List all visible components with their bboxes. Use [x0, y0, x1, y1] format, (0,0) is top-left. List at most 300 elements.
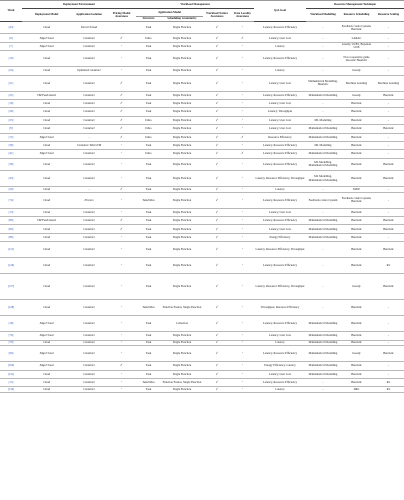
structure-cell: Task	[136, 67, 161, 75]
data-locality-cell: -	[231, 171, 254, 187]
resource-scheduling-cell: Heuristic	[340, 332, 373, 340]
resource-scaling-cell: -	[373, 208, 404, 216]
structure-cell: Task	[136, 362, 161, 370]
work-ref-link[interactable]: [25]	[0, 91, 22, 99]
deployment-model-cell: Edge/Cloud	[22, 150, 71, 158]
workload-modelling-cell: -	[306, 274, 340, 300]
scheduling-granularity-cell: Single Function	[161, 22, 203, 34]
work-ref-link[interactable]: [131]	[0, 370, 22, 378]
pricing-awareness-cell: -	[107, 233, 136, 241]
deployment-model-cell: Cloud	[22, 99, 71, 107]
pricing-awareness-cell: -	[107, 158, 136, 170]
qos-goal-cell: Latency, Resource Efficiency	[254, 217, 306, 225]
structure-cell: Task	[136, 171, 161, 187]
workload-modelling-cell: Mathematical Modelling	[306, 362, 340, 370]
structure-cell: Task	[136, 233, 161, 241]
resource-scheduling-cell: Heuristic	[340, 171, 373, 187]
workload-nature-cell: ✓	[203, 22, 231, 34]
table-row	[0, 22, 404, 34]
resource-scaling-cell: RL	[373, 379, 404, 387]
deployment-model-cell: VM/FaaS-based	[22, 91, 71, 99]
application-isolation-cell: Container	[71, 258, 107, 274]
resource-scaling-cell: -	[373, 187, 404, 193]
resource-scaling-cell: -	[373, 99, 404, 107]
work-ref-link[interactable]: [128]	[0, 300, 22, 316]
deployment-model-cell: Cloud	[22, 67, 71, 75]
pricing-awareness-cell: -	[107, 192, 136, 208]
workload-nature-cell: ✓	[203, 150, 231, 158]
application-isolation-cell: Container	[71, 274, 107, 300]
deployment-model-cell: Cloud	[22, 171, 71, 187]
qos-goal-cell: Latency, User Cost	[254, 332, 306, 340]
workload-nature-cell: ✓	[203, 362, 231, 370]
pricing-awareness-cell: -	[107, 208, 136, 216]
scheduling-granularity-cell: Single Function	[161, 387, 203, 393]
table-row	[0, 99, 404, 107]
data-locality-cell: -	[231, 274, 254, 300]
pricing-awareness-cell: ✓	[107, 125, 136, 133]
pricing-awareness-cell: ✓	[107, 133, 136, 141]
data-locality-cell: ✓	[231, 34, 254, 42]
resource-scaling-cell: -	[373, 340, 404, 346]
resource-scaling-cell: -	[373, 42, 404, 50]
workload-nature-cell: ✓	[203, 158, 231, 170]
data-locality-cell: -	[231, 370, 254, 378]
resource-scheduling-cell: Heuristic	[340, 300, 373, 316]
structure-cell: Task	[136, 141, 161, 149]
application-isolation-cell: Container	[71, 34, 107, 42]
work-ref-link[interactable]: [19]	[0, 99, 22, 107]
qos-goal-cell: Latency, User Cost	[254, 208, 306, 216]
resource-scaling-cell: -	[373, 133, 404, 141]
pricing-awareness-cell: ✓	[107, 75, 136, 91]
qos-goal-cell: Energy Efficiency	[254, 233, 306, 241]
table-row	[0, 316, 404, 332]
qos-goal-cell: Latency, Resource Efficiency	[254, 379, 306, 387]
data-locality-cell: -	[231, 192, 254, 208]
work-ref-link[interactable]: [41]	[0, 150, 22, 158]
resource-scaling-cell: -	[373, 141, 404, 149]
structure-cell: Task	[136, 242, 161, 258]
data-locality-cell: -	[231, 258, 254, 274]
work-ref-link[interactable]: [76]	[0, 332, 22, 340]
deployment-model-cell: Cloud	[22, 141, 71, 149]
scheduling-granularity-cell: Function Fusion, Single Function	[161, 300, 203, 316]
work-ref-link[interactable]: [23]	[0, 116, 22, 124]
resource-scheduling-cell: DRL	[340, 387, 373, 393]
workload-modelling-cell: Mathematical Modelling	[306, 217, 340, 225]
qos-goal-cell: Latency, Resource Efficiency, Throughput	[254, 171, 306, 187]
resource-scaling-cell: RL	[373, 387, 404, 393]
resource-scaling-cell: -	[373, 34, 404, 42]
work-ref-link[interactable]: [121]	[0, 242, 22, 258]
resource-scaling-cell: -	[373, 332, 404, 340]
deployment-model-cell: VM/FaaS-based	[22, 217, 71, 225]
data-locality-cell: -	[231, 158, 254, 170]
table-row	[0, 362, 404, 370]
scheduling-granularity-cell: Single Function	[161, 75, 203, 91]
header-resource-scaling: Resource Scaling	[373, 9, 404, 22]
resource-scaling-cell: -	[373, 116, 404, 124]
structure-cell: Task	[136, 217, 161, 225]
data-locality-cell: -	[231, 316, 254, 332]
application-isolation-cell: Container	[71, 99, 107, 107]
table-row	[0, 370, 404, 378]
resource-scaling-cell: -	[373, 300, 404, 316]
data-locality-cell: -	[231, 91, 254, 99]
workload-modelling-cell: -	[306, 208, 340, 216]
resource-scheduling-cell: Greedy	[340, 91, 373, 99]
pricing-awareness-cell: ✓	[107, 91, 136, 99]
data-locality-cell: -	[231, 242, 254, 258]
data-locality-cell: -	[231, 300, 254, 316]
application-isolation-cell: Container	[71, 108, 107, 116]
workload-modelling-cell: Mathematical Modelling	[306, 332, 340, 340]
deployment-model-cell: Cloud	[22, 379, 71, 387]
workload-modelling-cell: Mathematical Modelling	[306, 233, 340, 241]
qos-goal-cell: Latency, Resource Efficiency	[254, 141, 306, 149]
work-ref-link[interactable]: [100]	[0, 362, 22, 370]
application-isolation-cell: Container	[71, 300, 107, 316]
application-isolation-cell: Container	[71, 75, 107, 91]
data-locality-cell: -	[231, 75, 254, 91]
structure-cell: Task	[136, 340, 161, 346]
work-ref-link[interactable]: [80]	[0, 217, 22, 225]
structure-cell: Task	[136, 274, 161, 300]
deployment-model-cell: Cloud	[22, 225, 71, 233]
workload-modelling-cell: Mathematical Modelling	[306, 370, 340, 378]
resource-scaling-cell: -	[373, 108, 404, 116]
deployment-model-cell: Cloud	[22, 108, 71, 116]
work-ref-link[interactable]: [13]	[0, 208, 22, 216]
work-ref-link[interactable]: [21]	[0, 75, 22, 91]
application-isolation-cell: Container/ MicroVM	[71, 141, 107, 149]
application-isolation-cell: Container	[71, 379, 107, 387]
work-ref-link[interactable]: [15]	[0, 133, 22, 141]
workload-nature-cell: ✓	[203, 67, 231, 75]
pricing-awareness-cell: -	[107, 300, 136, 316]
pricing-awareness-cell: -	[107, 370, 136, 378]
application-isolation-cell: Container	[71, 332, 107, 340]
scheduling-granularity-cell: Single Function	[161, 332, 203, 340]
resource-scheduling-cell: Heuristic	[340, 217, 373, 225]
data-locality-cell: -	[231, 217, 254, 225]
qos-goal-cell: Latency, Resource Efficiency	[254, 258, 306, 274]
workload-modelling-cell: Mathematical Modelling	[306, 150, 340, 158]
workload-modelling-cell: ML Modelling, Mathematical Modelling	[306, 171, 340, 187]
application-isolation-cell: Process	[71, 192, 107, 208]
deployment-model-cell: Cloud	[22, 370, 71, 378]
workload-modelling-cell: Mathematical Modelling	[306, 225, 340, 233]
workload-nature-cell: ✓	[203, 379, 231, 387]
workload-modelling-cell: -	[306, 187, 340, 193]
resource-scheduling-cell: Heuristic	[340, 108, 373, 116]
workload-nature-cell: ✓	[203, 233, 231, 241]
workload-modelling-cell: -	[306, 99, 340, 107]
workload-nature-cell: ✓	[203, 346, 231, 362]
data-locality-cell: -	[231, 22, 254, 34]
application-isolation-cell: Container	[71, 233, 107, 241]
work-ref-link[interactable]: [18]	[0, 316, 22, 332]
resource-scheduling-cell: LARAC	[340, 34, 373, 42]
scheduling-granularity-cell: Single Function	[161, 67, 203, 75]
work-ref-link[interactable]: [24]	[0, 67, 22, 75]
qos-goal-cell: Latency, Throughput	[254, 108, 306, 116]
work-ref-link[interactable]: [8]	[0, 125, 22, 133]
workload-nature-cell: ✓	[203, 34, 231, 42]
pricing-awareness-cell: -	[107, 379, 136, 387]
structure-cell: Task	[136, 187, 161, 193]
table-row	[0, 379, 404, 387]
workload-modelling-cell: -	[306, 387, 340, 393]
work-ref-link[interactable]: [126]	[0, 258, 22, 274]
workload-modelling-cell: ML Modelling	[306, 141, 340, 149]
qos-goal-cell: Latency, Resource Efficiency	[254, 51, 306, 67]
header-scheduling-granularity: Scheduling Granularity	[161, 16, 203, 22]
application-isolation-cell: Container	[71, 370, 107, 378]
header-work: Work	[0, 1, 22, 22]
deployment-model-cell: Cloud	[22, 51, 71, 67]
resource-scheduling-cell: Heuristic	[340, 258, 373, 274]
work-ref-link[interactable]: [74]	[0, 192, 22, 208]
pricing-awareness-cell: ✓	[107, 99, 136, 107]
data-locality-cell: -	[231, 225, 254, 233]
header-workload-modelling: Workload Modelling	[306, 9, 340, 22]
structure-cell: Task	[136, 387, 161, 393]
deployment-model-cell: Cloud	[22, 340, 71, 346]
workload-nature-cell: ✓	[203, 340, 231, 346]
table-row	[0, 116, 404, 124]
workload-nature-cell: ✓	[203, 91, 231, 99]
work-ref-link[interactable]: [39]	[0, 158, 22, 170]
deployment-model-cell: Edge/Cloud	[22, 362, 71, 370]
workload-modelling-cell: -	[306, 258, 340, 274]
work-ref-link[interactable]: [7]	[0, 42, 22, 50]
resource-scheduling-cell: Heuristic	[340, 316, 373, 332]
resource-scaling-cell: -	[373, 51, 404, 67]
scheduling-granularity-cell: Single Function	[161, 242, 203, 258]
structure-cell: Task/DAG	[136, 379, 161, 387]
pricing-awareness-cell: -	[107, 67, 136, 75]
scheduling-granularity-cell: Single Function	[161, 133, 203, 141]
qos-goal-cell: Latency, Resource Efficiency	[254, 346, 306, 362]
application-isolation-cell: Container	[71, 91, 107, 99]
pricing-awareness-cell: -	[107, 51, 136, 67]
work-ref-link[interactable]: [43]	[0, 171, 22, 187]
pricing-awareness-cell: ✓	[107, 217, 136, 225]
table-row	[0, 346, 404, 362]
table-row	[0, 51, 404, 67]
pricing-awareness-cell: -	[107, 346, 136, 362]
workload-modelling-cell: ML Modelling, Mathematical Modelling	[306, 158, 340, 170]
application-isolation-cell: Container	[71, 225, 107, 233]
resource-scaling-cell: Heuristic	[373, 125, 404, 133]
scheduling-granularity-cell: Single Function	[161, 42, 203, 50]
deployment-model-cell: Edge/Cloud	[22, 316, 71, 332]
table-row	[0, 233, 404, 241]
scheduling-granularity-cell: Single Function	[161, 141, 203, 149]
deployment-model-cell: Edge/Cloud	[22, 346, 71, 362]
deployment-model-cell: Edge/Cloud	[22, 34, 71, 42]
workload-nature-cell: ✓	[203, 75, 231, 91]
header-resource-management-technique: Resource Management Technique	[306, 1, 404, 9]
table-row	[0, 108, 404, 116]
workload-modelling-cell: -	[306, 108, 340, 116]
resource-scaling-cell: RL	[373, 258, 404, 274]
resource-scaling-cell: -	[373, 362, 404, 370]
structure-cell: Task	[136, 51, 161, 67]
application-isolation-cell: Optimized container	[71, 67, 107, 75]
workload-nature-cell: ✓	[203, 242, 231, 258]
qos-goal-cell: Latency	[254, 187, 306, 193]
header-deployment-environment: Deployment Environment	[22, 1, 136, 9]
structure-cell: Task/DAG	[136, 192, 161, 208]
work-ref-link[interactable]: [26]	[0, 108, 22, 116]
application-isolation-cell: Container	[71, 42, 107, 50]
data-locality-cell: -	[231, 42, 254, 50]
table-body	[0, 22, 404, 393]
data-locality-cell: -	[231, 141, 254, 149]
workload-nature-cell: ✓	[203, 387, 231, 393]
scheduling-granularity-cell: Single Function	[161, 108, 203, 116]
data-locality-cell: -	[231, 187, 254, 193]
resource-scaling-cell: Heuristic	[373, 171, 404, 187]
deployment-model-cell: Cloud	[22, 75, 71, 91]
structure-cell: Task	[136, 225, 161, 233]
resource-scheduling-cell: Heuristic	[340, 225, 373, 233]
qos-goal-cell: Latency, User Cost	[254, 75, 306, 91]
workload-nature-cell: ✓	[203, 274, 231, 300]
structure-cell: DAG	[136, 116, 161, 124]
work-ref-link[interactable]: [84]	[0, 225, 22, 233]
application-isolation-cell: Container	[71, 51, 107, 67]
structure-cell: Task	[136, 258, 161, 274]
resource-scheduling-cell: Heuristic	[340, 158, 373, 170]
work-ref-link[interactable]: [86]	[0, 233, 22, 241]
deployment-model-cell: Cloud	[22, 22, 71, 34]
resource-scaling-cell: Heuristic	[373, 91, 404, 99]
structure-cell: Task	[136, 75, 161, 91]
data-locality-cell: -	[231, 67, 254, 75]
qos-goal-cell: Latency	[254, 387, 306, 393]
data-locality-cell: -	[231, 208, 254, 216]
header-workload-nature-awareness: Workload Nature Awareness	[203, 9, 231, 22]
data-locality-cell: -	[231, 51, 254, 67]
structure-cell: DAG	[136, 125, 161, 133]
pricing-awareness-cell: -	[107, 242, 136, 258]
structure-cell: DAG	[136, 150, 161, 158]
work-ref-link[interactable]: [6]	[0, 34, 22, 42]
scheduling-granularity-cell: Single Function	[161, 208, 203, 216]
data-locality-cell: -	[231, 340, 254, 346]
header-application-model: Application Model	[136, 9, 203, 17]
work-ref-link[interactable]: [20]	[0, 187, 22, 193]
work-ref-link[interactable]: [36]	[0, 141, 22, 149]
workload-modelling-cell: Mathematical Modelling	[306, 340, 340, 346]
qos-goal-cell: Throughput, Resource Efficiency	[254, 300, 306, 316]
qos-goal-cell: Latency, Resource Efficiency	[254, 22, 306, 34]
scheduling-granularity-cell: Single Function	[161, 370, 203, 378]
deployment-model-cell: Cloud	[22, 116, 71, 124]
qos-goal-cell: Latency, Resource Efficiency, Throughput	[254, 274, 306, 300]
table-row	[0, 258, 404, 274]
application-isolation-cell: Container	[71, 316, 107, 332]
application-isolation-cell: Container	[71, 242, 107, 258]
work-ref-link[interactable]: [43]	[0, 22, 22, 34]
workload-modelling-cell: -	[306, 379, 340, 387]
resource-scheduling-cell: Heuristic	[340, 99, 373, 107]
header-pricing-model-awareness: Pricing Model Awareness	[107, 9, 136, 22]
scheduling-granularity-cell: Single Function	[161, 233, 203, 241]
work-ref-link[interactable]: [90]	[0, 346, 22, 362]
resource-scaling-cell: -	[373, 233, 404, 241]
deployment-model-cell: Cloud	[22, 208, 71, 216]
deployment-model-cell: Cloud	[22, 387, 71, 393]
table-row	[0, 141, 404, 149]
deployment-model-cell: Cloud	[22, 274, 71, 300]
pricing-awareness-cell: -	[107, 274, 136, 300]
work-ref-link[interactable]: [10]	[0, 51, 22, 67]
deployment-model-cell: Cloud	[22, 125, 71, 133]
deployment-model-cell: Cloud	[22, 187, 71, 193]
scheduling-granularity-cell: Function Fusion, Single Function	[161, 379, 203, 387]
pricing-awareness-cell: -	[107, 316, 136, 332]
scheduling-granularity-cell: Single Function	[161, 34, 203, 42]
pricing-awareness-cell: -	[107, 387, 136, 393]
pricing-awareness-cell: ✓	[107, 34, 136, 42]
structure-cell: Task	[136, 158, 161, 170]
work-ref-link[interactable]: [79]	[0, 340, 22, 346]
workload-modelling-cell: -	[306, 34, 340, 42]
pricing-awareness-cell: ✓	[107, 116, 136, 124]
application-isolation-cell: Container	[71, 346, 107, 362]
structure-cell: Task	[136, 346, 161, 362]
structure-cell: DAG	[136, 133, 161, 141]
table-row	[0, 75, 404, 91]
workload-modelling-cell: -	[306, 242, 340, 258]
deployment-model-cell: Edge/Cloud	[22, 332, 71, 340]
application-isolation-cell: Container	[71, 362, 107, 370]
scheduling-granularity-cell: Single Function	[161, 217, 203, 225]
qos-goal-cell: Latency, Resource Efficiency, Throughput	[254, 242, 306, 258]
resource-scheduling-cell: Heuristic	[340, 370, 373, 378]
qos-goal-cell: Latency, Resource Efficiency	[254, 150, 306, 158]
table-row	[0, 274, 404, 300]
resource-scheduling-cell: Feedback control system, Heuristic	[340, 192, 373, 208]
data-locality-cell: -	[231, 362, 254, 370]
qos-goal-cell: Resource Efficiency	[254, 133, 306, 141]
pricing-awareness-cell: -	[107, 340, 136, 346]
workload-modelling-cell: Mathematical Modelling, Heuristic	[306, 75, 340, 91]
deployment-model-cell: Cloud	[22, 233, 71, 241]
work-ref-link[interactable]: [127]	[0, 274, 22, 300]
work-ref-link[interactable]: [134]	[0, 387, 22, 393]
resource-scheduling-cell: MILP	[340, 187, 373, 193]
workload-nature-cell: ✓	[203, 316, 231, 332]
work-ref-link[interactable]: [15]	[0, 379, 22, 387]
resource-scheduling-cell: Heuristic	[340, 141, 373, 149]
structure-cell: Task	[136, 208, 161, 216]
scheduling-granularity-cell: Single Function	[161, 225, 203, 233]
scheduling-granularity-cell: Single Function	[161, 346, 203, 362]
scheduling-granularity-cell: Single Function	[161, 340, 203, 346]
table-row	[0, 332, 404, 340]
qos-goal-cell: Latency, User Cost	[254, 125, 306, 133]
resource-scheduling-cell: Heuristic	[340, 242, 373, 258]
workload-nature-cell: ✓	[203, 187, 231, 193]
resource-scheduling-cell: Machine Learning	[340, 75, 373, 91]
workload-modelling-cell: Mathematical Modelling	[306, 125, 340, 133]
